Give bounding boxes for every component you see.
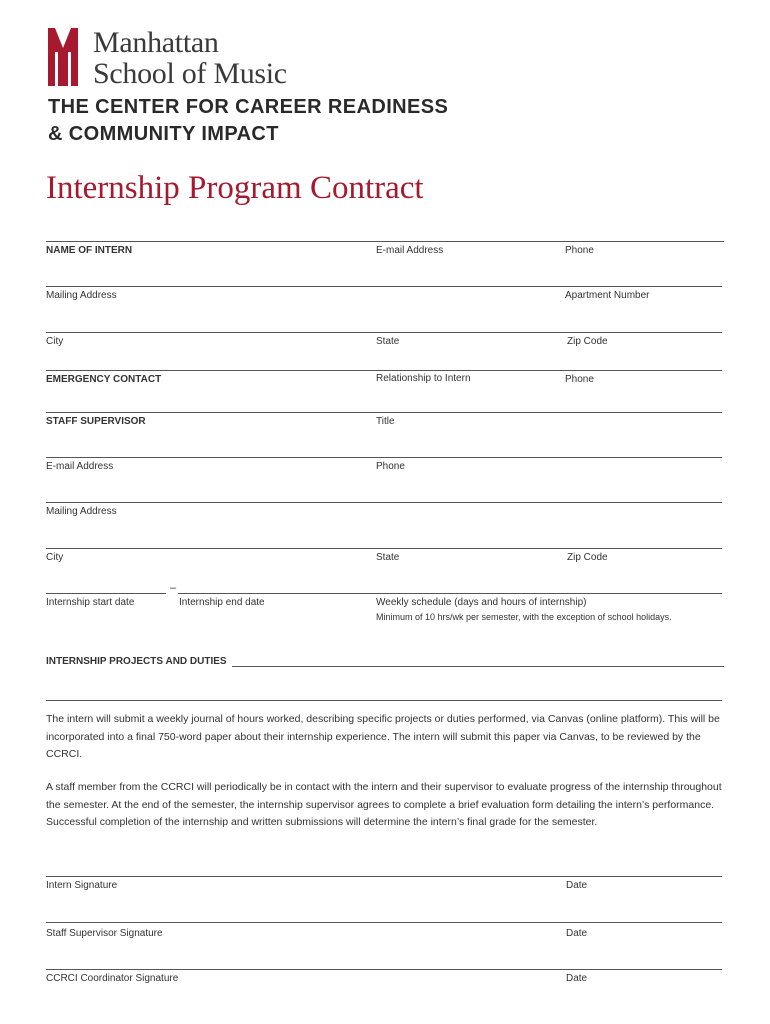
field-divider <box>232 666 724 667</box>
evaluation-paragraph: A staff member from the CCRCI will periodically be in contact with the intern and their supervisor to evaluate progress of the internship throughout the semester. At the end of the semester, the internship supervisor agrees to complete a brief evaluation form detailing the intern’s performance. Successful completion of the internship and written submissions will determine the intern’s final grade for the semester. <box>46 781 722 828</box>
intern-email-label: E-mail Address <box>376 245 444 256</box>
intern-name-label: NAME OF INTERN <box>46 245 133 256</box>
coordinator-signature-date-label: Date <box>566 973 588 984</box>
field-divider <box>46 412 722 413</box>
supervisor-state-label: State <box>376 552 400 563</box>
signature-line <box>46 876 722 877</box>
journal-paragraph: The intern will submit a weekly journal of hours worked, describing specific projects or duties performed, via Canvas (online platform). This will be incorporated into a final 750-word paper about their internship experience. The intern will submit this paper via Canvas, to be reviewed by the CCRCI. <box>46 713 720 760</box>
field-divider <box>178 593 722 594</box>
supervisor-signature-label: Staff Supervisor Signature <box>46 928 163 939</box>
page-title: Internship Program Contract <box>46 170 424 206</box>
supervisor-phone-label: Phone <box>376 461 405 472</box>
supervisor-signature-date-label: Date <box>566 928 588 939</box>
intern-state-label: State <box>376 336 400 347</box>
field-divider <box>46 548 722 549</box>
supervisor-email-label: E-mail Address <box>46 461 114 472</box>
projects-duties-label: INTERNSHIP PROJECTS AND DUTIES <box>46 656 227 667</box>
field-divider <box>46 700 722 701</box>
intern-signature-date-label: Date <box>566 880 588 891</box>
field-divider <box>46 241 724 242</box>
center-title-line1: THE CENTER FOR CAREER READINESS <box>48 96 449 118</box>
emergency-contact-label: EMERGENCY CONTACT <box>46 374 162 385</box>
end-date-label: Internship end date <box>179 597 265 608</box>
intern-zip-label: Zip Code <box>567 336 608 347</box>
field-divider <box>46 457 722 458</box>
center-title-line2: & COMMUNITY IMPACT <box>48 123 279 145</box>
intern-city-label: City <box>46 336 64 347</box>
logo-name-line2: School of Music <box>93 57 287 90</box>
field-divider <box>46 370 722 371</box>
emergency-relationship-label: Relationship to Intern <box>376 373 471 384</box>
logo-name-line1: Manhattan <box>93 26 219 59</box>
date-range-dash: – <box>170 582 177 594</box>
emergency-phone-label: Phone <box>565 374 594 385</box>
start-date-label: Internship start date <box>46 597 135 608</box>
field-divider <box>46 286 722 287</box>
coordinator-signature-label: CCRCI Coordinator Signature <box>46 973 179 984</box>
supervisor-title-label: Title <box>376 416 395 427</box>
minimum-hours-note: Minimum of 10 hrs/wk per semester, with the exception of school holidays. <box>376 612 672 622</box>
intern-phone-label: Phone <box>565 245 594 256</box>
supervisor-zip-label: Zip Code <box>567 552 608 563</box>
supervisor-mailing-label: Mailing Address <box>46 506 117 517</box>
field-divider <box>46 593 166 594</box>
weekly-schedule-label: Weekly schedule (days and hours of internship) <box>376 597 587 608</box>
intern-signature-label: Intern Signature <box>46 880 118 891</box>
supervisor-city-label: City <box>46 552 64 563</box>
signature-line <box>46 969 722 970</box>
intern-apartment-label: Apartment Number <box>565 290 650 301</box>
field-divider <box>46 332 722 333</box>
signature-line <box>46 922 722 923</box>
staff-supervisor-label: STAFF SUPERVISOR <box>46 416 146 427</box>
intern-mailing-label: Mailing Address <box>46 290 117 301</box>
logo-m-mark <box>48 28 78 86</box>
field-divider <box>46 502 722 503</box>
